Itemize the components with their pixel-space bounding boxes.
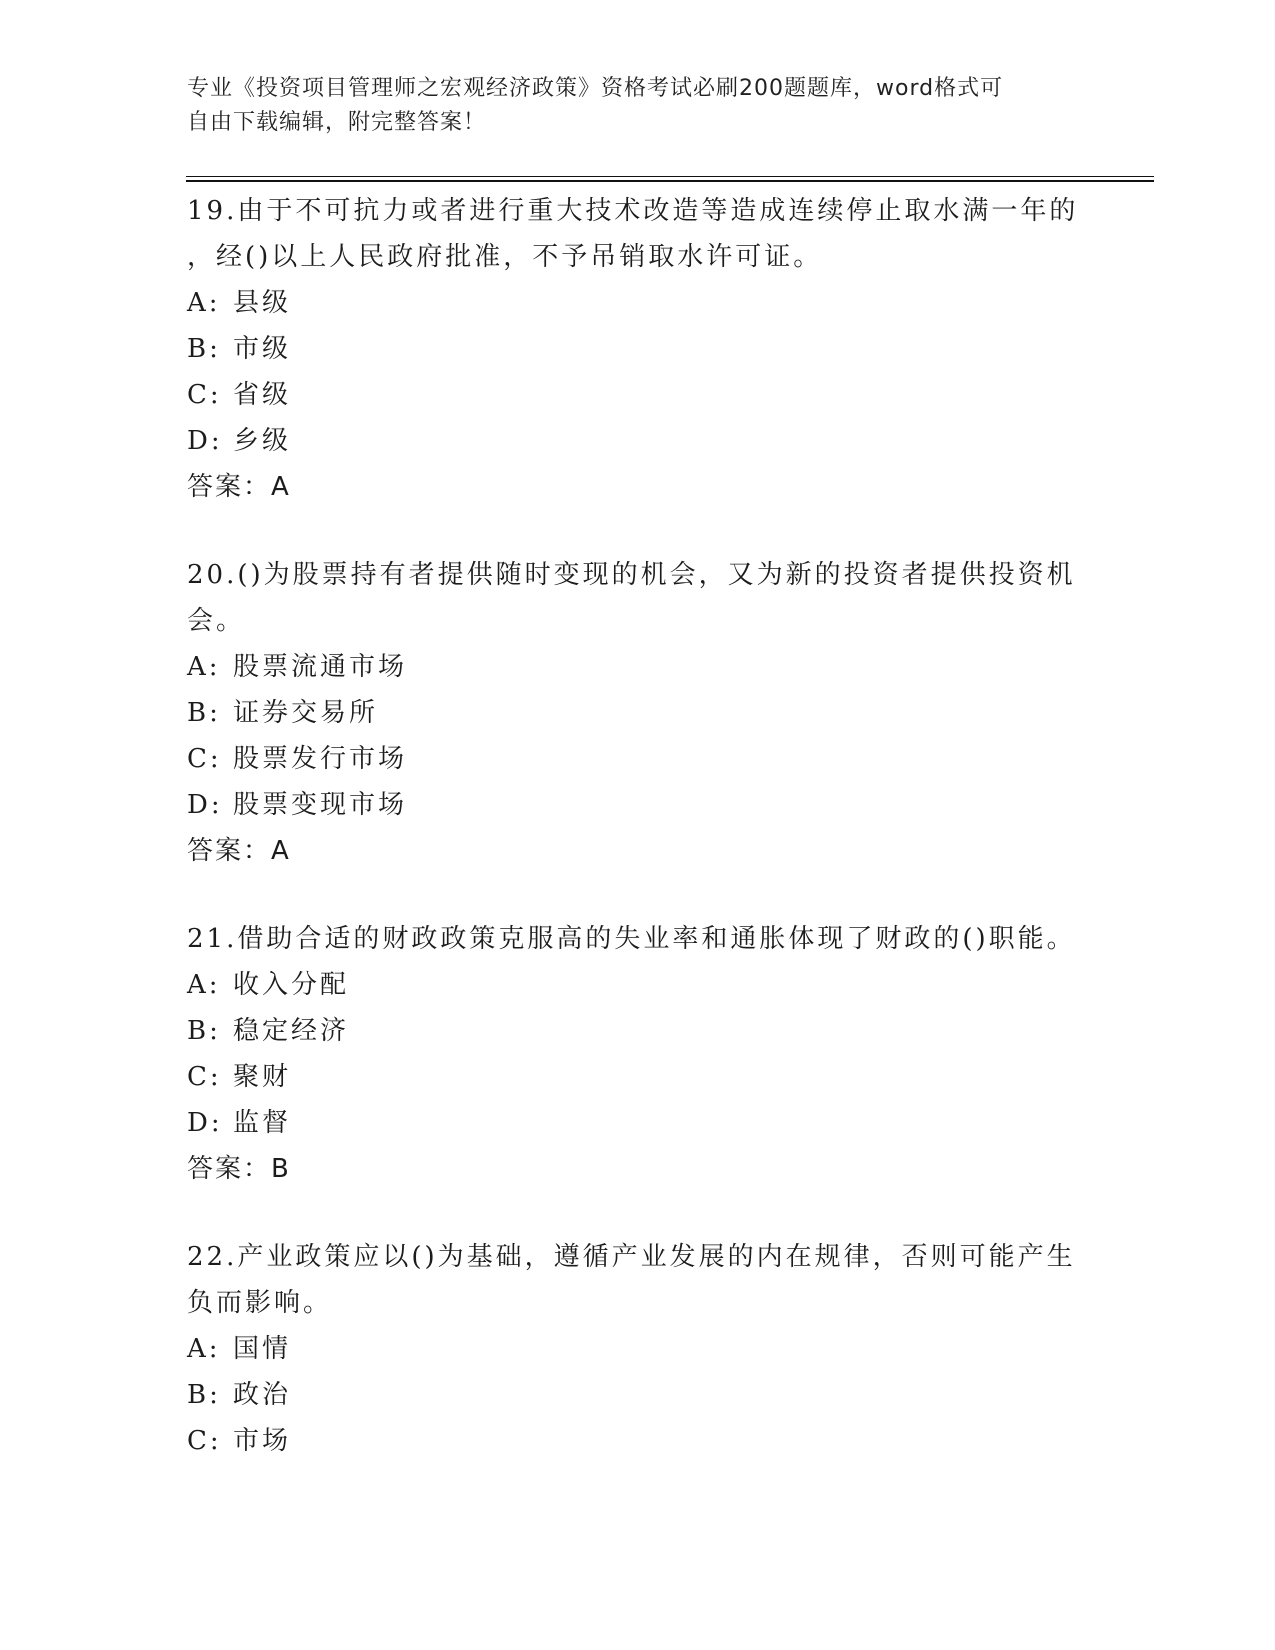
answer-option [187, 1008, 1087, 1054]
option-text: 股票流通市场 [233, 652, 408, 682]
option-text: 乡级 [233, 426, 292, 456]
question-stem-line: 21.借助合适的财政政策克服高的失业率和通胀体现了财政的()职能。 [187, 924, 1076, 954]
answer-key: 答案：B [187, 1154, 291, 1184]
option-text: 县级 [233, 288, 292, 318]
answer-option [187, 736, 1087, 782]
question-stem-line: ，经()以上人民政府批准，不予吊销取水许可证。 [187, 242, 823, 272]
option-text: 股票发行市场 [233, 744, 408, 774]
option-text: 稳定经济 [233, 1016, 350, 1046]
answer-option [187, 280, 1087, 326]
answer-key: 答案：A [187, 836, 291, 866]
document-header [187, 72, 1067, 140]
option-letter: B: [187, 1016, 221, 1046]
option-letter: C: [187, 380, 222, 410]
option-letter: C: [187, 1062, 222, 1092]
header-line-2: 自由下载编辑，附完整答案！ [187, 110, 487, 135]
option-letter: B: [187, 334, 221, 364]
option-text: 收入分配 [233, 970, 350, 1000]
question-stem-line: 19.由于不可抗力或者进行重大技术改造等造成连续停止取水满一年的 [187, 196, 1079, 226]
answer-option [187, 1054, 1087, 1100]
option-letter: D: [187, 790, 223, 820]
answer-option [187, 1372, 1087, 1418]
question-stem-line: 20.()为股票持有者提供随时变现的机会，又为新的投资者提供投资机 [187, 560, 1076, 590]
answer-key: 答案：A [187, 472, 291, 502]
answer-option [187, 782, 1087, 828]
header-line-1: 专业《投资项目管理师之宏观经济政策》资格考试必刷200题题库，word格式可 [187, 76, 1004, 101]
question-stem-line: 22.产业政策应以()为基础，遵循产业发展的内在规律，否则可能产生 [187, 1242, 1076, 1272]
option-letter: B: [187, 1380, 221, 1410]
option-text: 证券交易所 [233, 698, 379, 728]
question-stem-line: 负而影响。 [187, 1288, 333, 1318]
question-block [187, 552, 1087, 874]
option-letter: C: [187, 1426, 222, 1456]
option-letter: A: [187, 970, 221, 1000]
option-text: 聚财 [233, 1062, 292, 1092]
answer-option [187, 962, 1087, 1008]
option-letter: B: [187, 698, 221, 728]
question-block [187, 1234, 1087, 1464]
option-text: 股票变现市场 [233, 790, 408, 820]
answer-option [187, 418, 1087, 464]
option-letter: A: [187, 652, 221, 682]
answer-option [187, 1418, 1087, 1464]
header-divider-thin [186, 176, 1154, 177]
answer-option [187, 1326, 1087, 1372]
option-letter: A: [187, 288, 221, 318]
header-divider-thick [186, 180, 1154, 182]
option-text: 政治 [233, 1380, 292, 1410]
answer-option [187, 644, 1087, 690]
answer-option [187, 326, 1087, 372]
question-list [187, 188, 1087, 1506]
option-letter: A: [187, 1334, 221, 1364]
option-text: 国情 [233, 1334, 292, 1364]
option-text: 市场 [233, 1426, 292, 1456]
option-text: 市级 [233, 334, 292, 364]
question-stem-line: 会。 [187, 606, 246, 636]
answer-option [187, 1100, 1087, 1146]
answer-option [187, 690, 1087, 736]
option-letter: D: [187, 426, 223, 456]
option-text: 省级 [233, 380, 292, 410]
answer-option [187, 372, 1087, 418]
option-text: 监督 [233, 1108, 292, 1138]
question-block [187, 916, 1087, 1192]
question-block [187, 188, 1087, 510]
option-letter: C: [187, 744, 222, 774]
option-letter: D: [187, 1108, 223, 1138]
